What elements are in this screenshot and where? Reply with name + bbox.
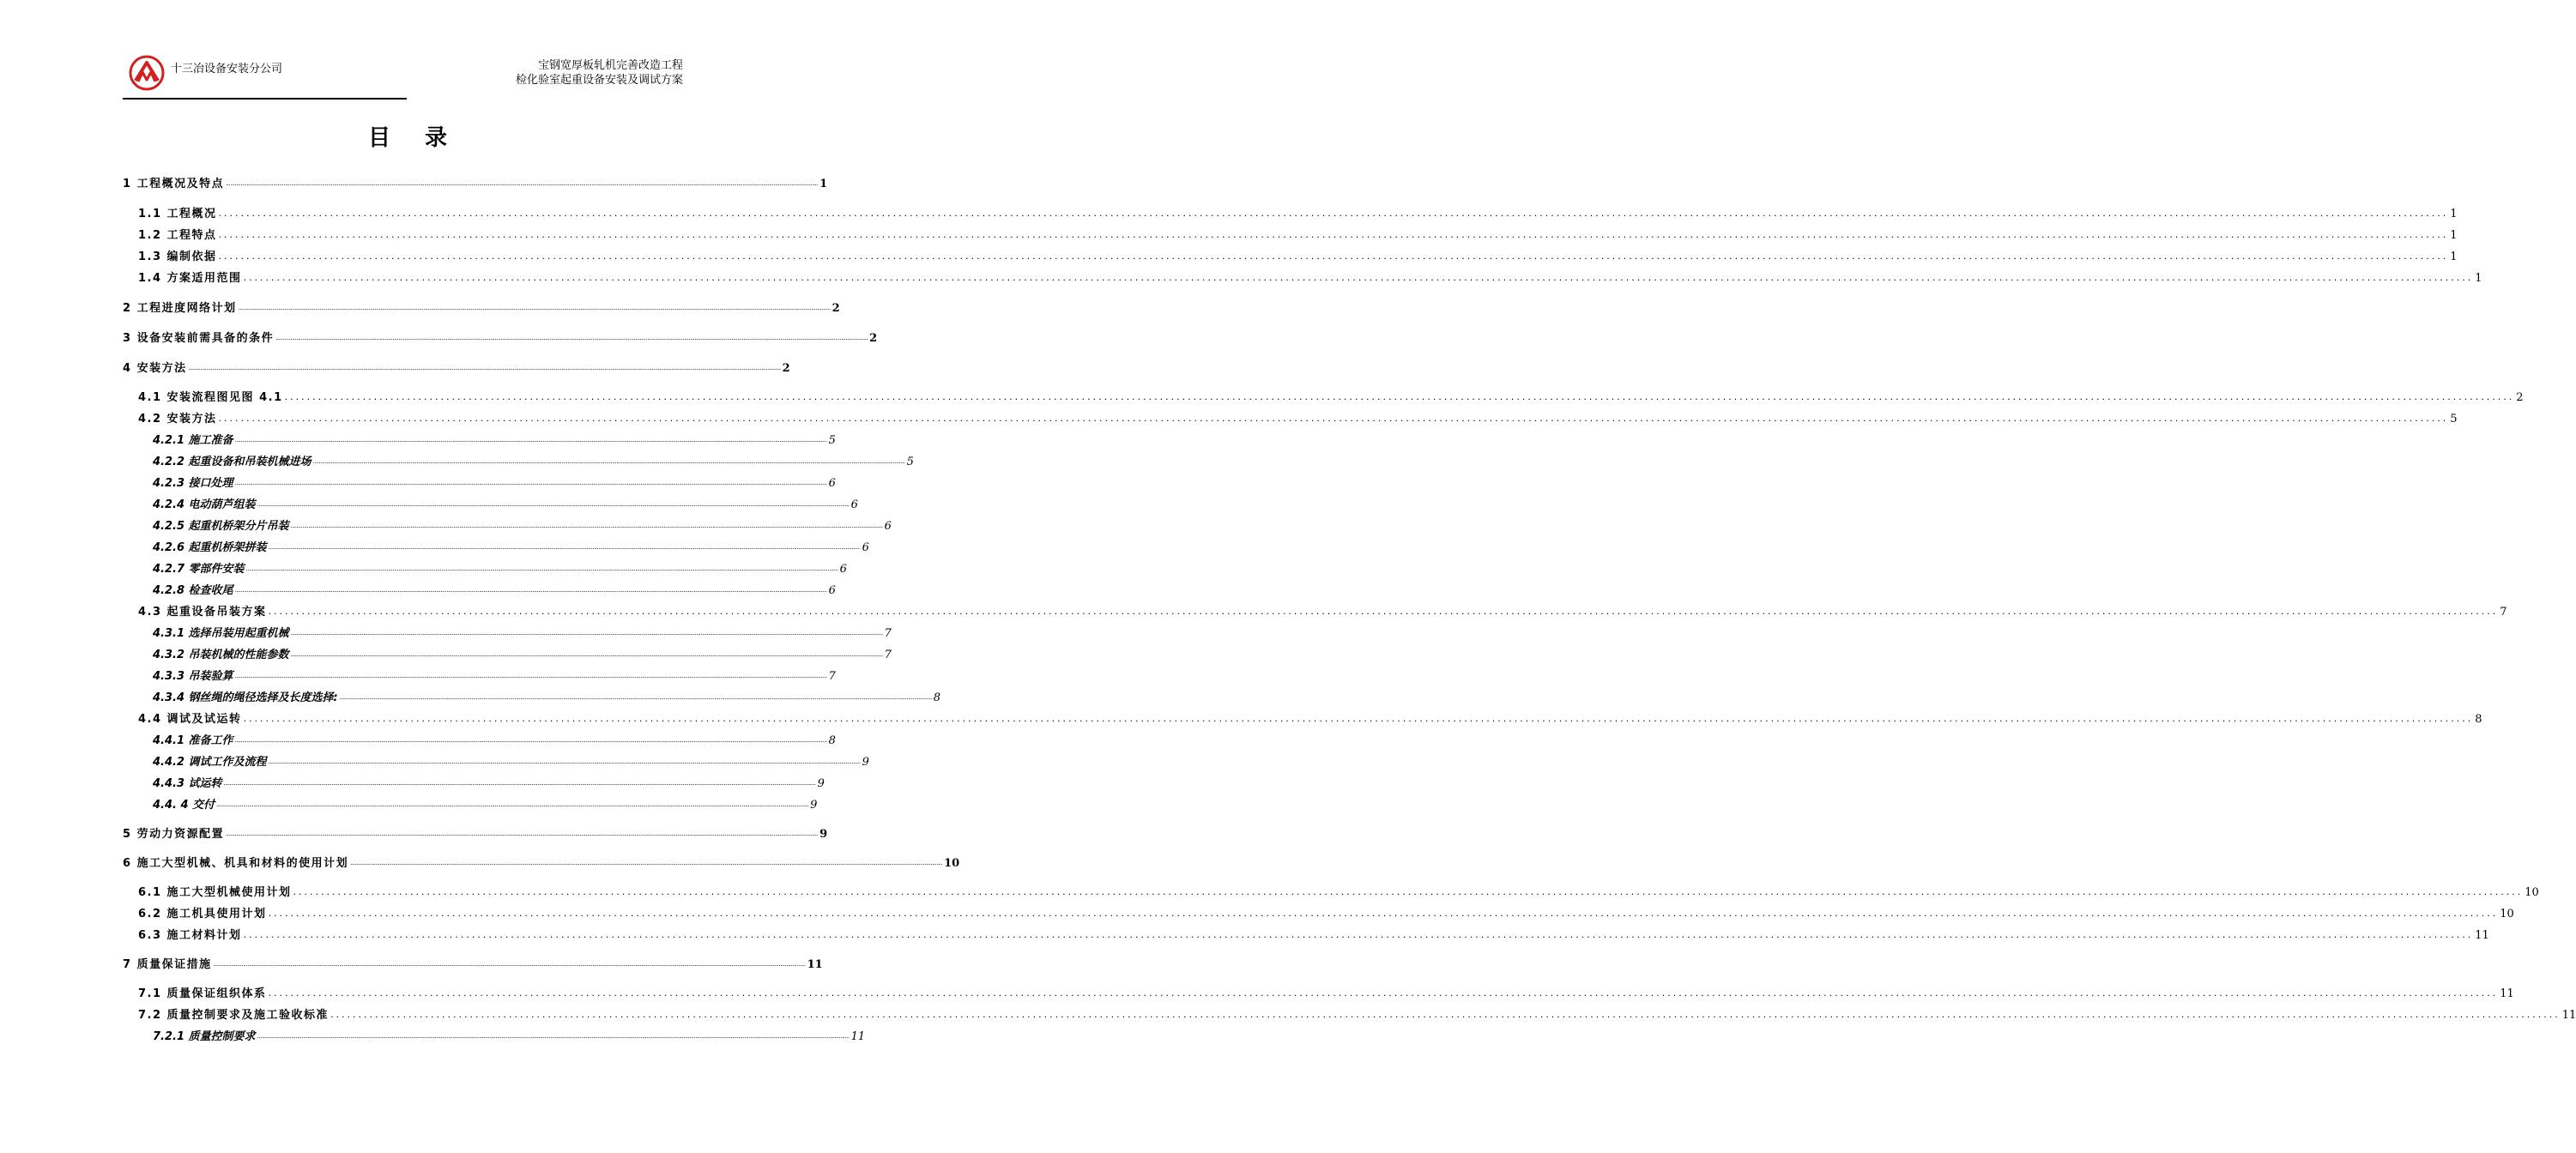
toc-page-number: 5 [2450, 413, 2458, 426]
toc-page-number: 1 [819, 178, 828, 190]
toc-dot-leader: ................................................................................................................................................................................................................................................................................................................................................................................................................ [226, 180, 819, 187]
toc-dot-leader: ................................................................................................................................................................................................................................................................................................................................................................................................................ [290, 651, 883, 658]
toc-entry[interactable] [123, 203, 2458, 220]
toc-entry[interactable] [123, 1005, 2576, 1022]
toc-entry-label: 1.2 工程特点 [138, 229, 217, 242]
toc-entry-label: 4.2.8 检查收尾 [153, 584, 233, 597]
toc-entry[interactable] [123, 298, 840, 315]
toc-entry[interactable] [123, 666, 836, 683]
toc-entry-label: 6.3 施工材料计划 [138, 929, 242, 942]
toc-entry[interactable] [123, 824, 828, 841]
toc-dot-leader: ................................................................................................................................................................................................................................................................................................................................................................................................................ [257, 1033, 850, 1040]
toc-dot-leader: ................................................................................................................................................................................................................................................................................................................................................................................................................ [218, 208, 2449, 219]
toc-page-number: 9 [810, 799, 818, 812]
toc-entry[interactable] [123, 246, 2458, 263]
toc-dot-leader: ................................................................................................................................................................................................................................................................................................................................................................................................................ [268, 758, 861, 765]
header-rule [123, 98, 407, 100]
toc-entry[interactable] [123, 853, 960, 870]
toc-entry-label: 4.4.1 准备工作 [153, 734, 233, 747]
toc-dot-leader: ................................................................................................................................................................................................................................................................................................................................................................................................................ [238, 305, 831, 311]
toc-entry-label: 4.2.4 电动葫芦组装 [153, 498, 256, 511]
toc-entry[interactable] [123, 268, 2482, 285]
toc-entry-label: 4.3.2 吊装机械的性能参数 [153, 649, 289, 661]
toc-entry[interactable] [123, 473, 836, 490]
toc-page-number: 2 [782, 362, 790, 375]
toc-dot-leader: ................................................................................................................................................................................................................................................................................................................................................................................................................ [243, 713, 2474, 724]
toc-entry-label: 4 安装方法 [123, 362, 187, 375]
toc-entry-label: 2 工程进度网络计划 [123, 302, 237, 315]
toc-entry-label: 4.4.3 试运转 [153, 777, 222, 790]
toc-dot-leader: ................................................................................................................................................................................................................................................................................................................................................................................................................ [213, 961, 806, 968]
toc-dot-leader: ................................................................................................................................................................................................................................................................................................................................................................................................................ [218, 413, 2449, 424]
toc-entry[interactable] [123, 644, 892, 661]
toc-entry[interactable] [123, 752, 869, 769]
toc-page-number: 2 [869, 332, 878, 345]
toc-entry-label: 4.4 调试及试运转 [138, 713, 242, 726]
toc-page-number: 9 [862, 756, 869, 769]
toc-page-number: 7 [2500, 606, 2507, 619]
toc-page-number: 6 [850, 498, 858, 511]
toc-page-number: 2 [2516, 391, 2524, 404]
toc-page-number: 8 [828, 734, 836, 747]
page-header [0, 0, 815, 103]
toc-dot-leader: ................................................................................................................................................................................................................................................................................................................................................................................................................ [218, 251, 2449, 262]
toc-entry[interactable] [123, 601, 2507, 619]
toc-entry[interactable] [123, 173, 828, 190]
toc-dot-leader: ................................................................................................................................................................................................................................................................................................................................................................................................................ [234, 673, 827, 679]
toc-entry-label: 1.1 工程概况 [138, 208, 217, 220]
toc-dot-leader: ................................................................................................................................................................................................................................................................................................................................................................................................................ [268, 908, 2499, 919]
toc-dot-leader: ................................................................................................................................................................................................................................................................................................................................................................................................................ [293, 886, 2524, 897]
toc-dot-leader: ................................................................................................................................................................................................................................................................................................................................................................................................................ [245, 565, 838, 572]
toc-entry[interactable] [123, 709, 2482, 726]
toc-page-number: 8 [933, 691, 941, 704]
toc-entry[interactable] [123, 623, 892, 640]
toc-entry-label: 4.2.6 起重机桥架拼装 [153, 541, 267, 554]
toc-entry-label: 7 质量保证措施 [123, 958, 212, 971]
toc-entry[interactable] [123, 225, 2458, 242]
toc-entry[interactable] [123, 516, 892, 533]
toc-page-number: 6 [828, 584, 836, 597]
toc-entry-label: 4.2.3 接口处理 [153, 477, 233, 490]
toc-entry[interactable] [123, 954, 823, 971]
toc-entry[interactable] [123, 730, 836, 747]
toc-page-number: 7 [884, 649, 892, 661]
toc-dot-leader: ................................................................................................................................................................................................................................................................................................................................................................................................................ [268, 987, 2499, 999]
toc-dot-leader: ................................................................................................................................................................................................................................................................................................................................................................................................................ [330, 1009, 2561, 1020]
toc-page-number: 10 [2500, 908, 2514, 921]
toc-entry-label: 4.1 安装流程图见图 4.1 [138, 391, 283, 404]
toc-dot-leader: ................................................................................................................................................................................................................................................................................................................................................................................................................ [268, 544, 861, 551]
toc-entry[interactable] [123, 451, 914, 468]
toc-entry[interactable] [123, 794, 818, 812]
project-title-line1: 宝钢宽厚板轧机完善改造工程 [537, 59, 683, 72]
toc-entry[interactable] [123, 537, 869, 554]
company-name: 十三冶设备安装分公司 [171, 63, 283, 75]
toc-entry-label: 4.3 起重设备吊装方案 [138, 606, 267, 619]
toc-entry-label: 1.4 方案适用范围 [138, 272, 242, 285]
toc-entry-label: 4.4. 4 交付 [153, 799, 215, 812]
toc-page-number: 11 [850, 1030, 866, 1043]
toc-dot-leader: ................................................................................................................................................................................................................................................................................................................................................................................................................ [243, 272, 2474, 283]
toc-entry-label: 4.3.1 选择吊装用起重机械 [153, 627, 289, 640]
toc-entry-label: 6.1 施工大型机械使用计划 [138, 886, 292, 899]
toc-page-number: 5 [906, 456, 914, 468]
toc-entry-label: 4.2 安装方法 [138, 413, 217, 426]
toc-dot-leader: ................................................................................................................................................................................................................................................................................................................................................................................................................ [216, 801, 809, 808]
toc-entry-label: 4.2.7 零部件安装 [153, 563, 245, 576]
toc-dot-leader: ................................................................................................................................................................................................................................................................................................................................................................................................................ [243, 929, 2474, 940]
toc-dot-leader: ................................................................................................................................................................................................................................................................................................................................................................................................................ [290, 522, 883, 529]
toc-page-number: 1 [2450, 251, 2458, 263]
toc-dot-leader: ................................................................................................................................................................................................................................................................................................................................................................................................................ [312, 458, 905, 465]
toc-entry[interactable] [123, 983, 2514, 1000]
toc-entry-label: 4.2.1 施工准备 [153, 434, 233, 447]
toc-entry[interactable] [123, 387, 2524, 404]
toc-page-number: 11 [2500, 987, 2514, 1000]
toc-entry-label: 7.2.1 质量控制要求 [153, 1030, 256, 1043]
toc-entry[interactable] [123, 494, 858, 511]
toc-entry-label: 1.3 编制依据 [138, 251, 217, 263]
toc-entry[interactable] [123, 925, 2489, 942]
toc-page-number: 10 [944, 857, 960, 870]
toc-page-number: 11 [2561, 1009, 2576, 1022]
toc-entry[interactable] [123, 328, 878, 345]
toc-page-number: 9 [817, 777, 825, 790]
project-title [516, 58, 683, 88]
project-title-line2: 检化验室起重设备安装及调试方案 [515, 74, 683, 87]
toc-entry-label: 6.2 施工机具使用计划 [138, 908, 267, 921]
toc-entry[interactable] [123, 903, 2514, 921]
toc-entry-label: 4.3.3 吊装验算 [153, 670, 233, 683]
toc-page-number: 11 [2475, 929, 2489, 942]
toc-entry[interactable] [123, 558, 847, 576]
toc-page-number: 10 [2525, 886, 2539, 899]
toc-page-number: 7 [884, 627, 892, 640]
toc-page-number: 5 [828, 434, 836, 447]
toc-dot-leader: ................................................................................................................................................................................................................................................................................................................................................................................................................ [234, 437, 827, 444]
toc-dot-leader: ................................................................................................................................................................................................................................................................................................................................................................................................................ [223, 780, 816, 787]
toc-dot-leader: ................................................................................................................................................................................................................................................................................................................................................................................................................ [234, 737, 827, 744]
toc-page-number: 6 [884, 520, 892, 533]
toc-dot-leader: ................................................................................................................................................................................................................................................................................................................................................................................................................ [188, 365, 781, 371]
page-title: 目录 [367, 125, 481, 151]
toc-page-number: 6 [828, 477, 836, 490]
toc-dot-leader: ................................................................................................................................................................................................................................................................................................................................................................................................................ [275, 335, 868, 341]
toc-entry[interactable] [123, 1026, 866, 1043]
toc-page-number: 1 [2475, 272, 2482, 285]
toc-dot-leader: ................................................................................................................................................................................................................................................................................................................................................................................................................ [268, 606, 2499, 617]
toc-dot-leader: ................................................................................................................................................................................................................................................................................................................................................................................................................ [284, 391, 2515, 402]
toc-dot-leader: ................................................................................................................................................................................................................................................................................................................................................................................................................ [350, 860, 943, 866]
toc-dot-leader: ................................................................................................................................................................................................................................................................................................................................................................................................................ [218, 229, 2449, 240]
toc-page-number: 7 [828, 670, 836, 683]
toc-page-number: 1 [2450, 208, 2458, 220]
toc-dot-leader: ................................................................................................................................................................................................................................................................................................................................................................................................................ [257, 501, 850, 508]
toc-entry-label: 4.2.2 起重设备和吊装机械进场 [153, 456, 311, 468]
toc-entry-label: 7.1 质量保证组织体系 [138, 987, 267, 1000]
toc-page-number: 1 [2450, 229, 2458, 242]
toc-entry-label: 7.2 质量控制要求及施工验收标准 [138, 1009, 330, 1022]
toc-page-number: 2 [831, 302, 840, 315]
toc-dot-leader: ................................................................................................................................................................................................................................................................................................................................................................................................................ [290, 630, 883, 637]
toc-dot-leader: ................................................................................................................................................................................................................................................................................................................................................................................................................ [339, 694, 932, 701]
toc-page-number: 6 [839, 563, 847, 576]
toc-entry-label: 4.3.4 钢丝绳的绳径选择及长度选择: [153, 691, 338, 704]
toc-entry[interactable] [123, 358, 790, 375]
toc-entry[interactable] [123, 687, 941, 704]
toc-entry[interactable] [123, 773, 825, 790]
company-logo-icon [129, 55, 165, 91]
toc-page-number: 9 [819, 828, 828, 841]
toc-dot-leader: ................................................................................................................................................................................................................................................................................................................................................................................................................ [234, 587, 827, 594]
toc-dot-leader: ................................................................................................................................................................................................................................................................................................................................................................................................................ [234, 480, 827, 486]
toc-entry[interactable] [123, 430, 836, 447]
toc-entry-label: 1 工程概况及特点 [123, 178, 225, 190]
toc-entry-label: 4.2.5 起重机桥架分片吊装 [153, 520, 289, 533]
toc-entry[interactable] [123, 580, 836, 597]
toc-entry-label: 6 施工大型机械、机具和材料的使用计划 [123, 857, 349, 870]
toc-entry-label: 3 设备安装前需具备的条件 [123, 332, 275, 345]
toc-entry-label: 5 劳动力资源配置 [123, 828, 225, 841]
toc-dot-leader: ................................................................................................................................................................................................................................................................................................................................................................................................................ [226, 830, 819, 837]
toc-page-number: 8 [2475, 713, 2482, 726]
toc-entry[interactable] [123, 882, 2539, 899]
toc-page-number: 6 [862, 541, 869, 554]
toc-page-number: 11 [807, 958, 823, 971]
toc-entry[interactable] [123, 408, 2458, 426]
toc-entry-label: 4.4.2 调试工作及流程 [153, 756, 267, 769]
